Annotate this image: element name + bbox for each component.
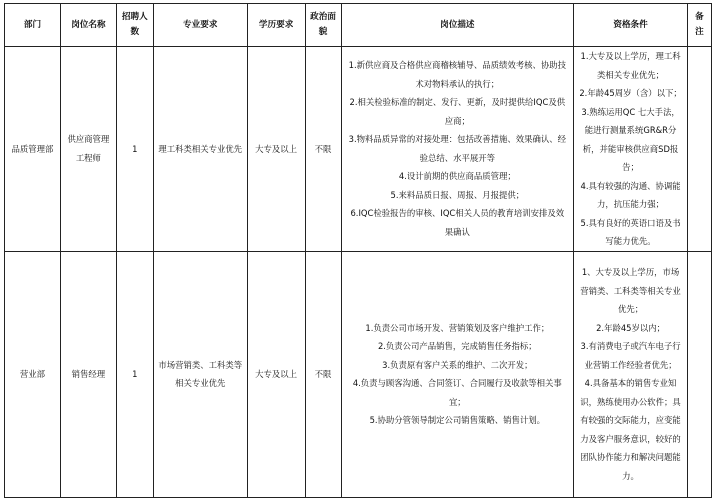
table-row bbox=[5, 251, 712, 497]
table-row bbox=[5, 47, 712, 252]
cell-political: 不限 bbox=[305, 251, 341, 497]
qualification-line: 3.有消费电子或汽车电子行业营销工作经验者优先； bbox=[580, 341, 681, 370]
recruitment-table bbox=[4, 3, 712, 498]
qualification-line: 3.熟练运用QC 七大手法，能进行测量系统GR&R分析，并能审核供应商SD报告； bbox=[581, 106, 680, 172]
cell-position: 销售经理 bbox=[60, 251, 116, 497]
description-line: 6.IQC检验报告的审核、IQC相关人员的教育培训安排及效果确认 bbox=[350, 208, 565, 237]
header-major: 专业要求 bbox=[153, 4, 247, 47]
cell-qualifications bbox=[574, 47, 688, 252]
header-department: 部门 bbox=[5, 4, 61, 47]
description-line: 1.新供应商及合格供应商稽核辅导、品质绩效考核、协助技术对物料承认的执行； bbox=[348, 60, 566, 89]
cell-qualifications bbox=[574, 251, 688, 497]
qualification-line: 1、大专及以上学历，市场营销类、工科类等相关专业优先； bbox=[580, 267, 681, 314]
description-line: 2.相关检验标准的制定、发行、更新，及时提供给IQC及供应商； bbox=[349, 97, 566, 126]
recruitment-table-container bbox=[4, 3, 712, 498]
description-line: 4.负责与顾客沟通、合同签订、合同履行及收款等相关事宜； bbox=[352, 378, 562, 407]
qualification-line: 4.具备基本的销售专业知识，熟练使用办公软件；具有较强的交际能力，应变能力及客户服务意识，较好的团队协作能力和解决问题能力。 bbox=[580, 378, 681, 481]
description-line: 3.物料品质异常的对接处理：包括改善措施、效果确认、经验总结、水平展开等 bbox=[348, 134, 566, 163]
cell-major: 理工科类相关专业优先 bbox=[153, 47, 247, 252]
description-line: 3.负责原有客户关系的维护、二次开发； bbox=[382, 359, 533, 370]
cell-count: 1 bbox=[116, 47, 153, 252]
cell-major: 市场营销类、工科类等相关专业优先 bbox=[153, 251, 247, 497]
header-qualifications: 资格条件 bbox=[574, 4, 688, 47]
cell-position: 供应商管理工程师 bbox=[60, 47, 116, 252]
cell-remark bbox=[687, 47, 711, 252]
header-political: 政治面貌 bbox=[305, 4, 341, 47]
qualification-line: 5.具有良好的英语口语及书写能力优先。 bbox=[580, 217, 681, 246]
header-education: 学历要求 bbox=[247, 4, 305, 47]
cell-education: 大专及以上 bbox=[247, 47, 305, 252]
description-line: 5.协助分管领导制定公司销售策略、销售计划。 bbox=[369, 415, 546, 425]
cell-count: 1 bbox=[116, 251, 153, 497]
cell-department: 营业部 bbox=[5, 251, 61, 497]
header-position: 岗位名称 bbox=[60, 4, 116, 47]
cell-description bbox=[341, 251, 574, 497]
cell-remark bbox=[687, 251, 711, 497]
header-description: 岗位描述 bbox=[341, 4, 574, 47]
qualification-line: 1.大专及以上学历，理工科类相关专业优先； bbox=[580, 51, 681, 80]
cell-description bbox=[341, 47, 574, 252]
description-line: 1.负责公司市场开发、营销策划及客户维护工作； bbox=[365, 322, 550, 333]
cell-department: 品质管理部 bbox=[5, 47, 61, 252]
header-remark: 备注 bbox=[687, 4, 711, 47]
qualification-line: 4.具有较强的沟通、协调能力，抗压能力强； bbox=[580, 180, 681, 209]
description-line: 2.负责公司产品销售，完成销售任务指标； bbox=[377, 341, 537, 351]
cell-education: 大专及以上 bbox=[247, 251, 305, 497]
table-header-row bbox=[5, 4, 712, 47]
qualification-line: 2.年龄45周岁（含）以下； bbox=[579, 88, 682, 98]
cell-political: 不限 bbox=[305, 47, 341, 252]
description-line: 4.设计前期的供应商品质管理； bbox=[398, 171, 516, 182]
header-count: 招聘人数 bbox=[116, 4, 153, 47]
qualification-line: 2.年龄45岁以内； bbox=[596, 322, 665, 333]
description-line: 5.来料品质日报、周报、月报提供； bbox=[390, 189, 525, 200]
